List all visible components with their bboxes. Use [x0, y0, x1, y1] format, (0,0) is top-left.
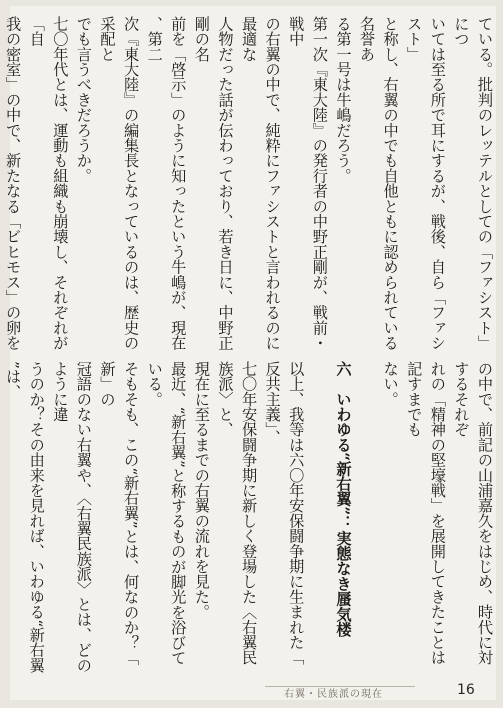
- text-line: る第一号は牛嶋だろう。: [334, 16, 353, 184]
- text-line: ている。批判のレッテルとしての「ファシスト」につ: [452, 16, 494, 351]
- text-line: 冠語のない右翼や、〈右翼民族派〉とは、どのように違: [51, 361, 93, 673]
- section-heading: 六 いわゆる“新右翼”：実態なき蜃気楼: [334, 361, 353, 637]
- text-line: 現在に至るまでの右翼の流れを見た。: [192, 361, 211, 620]
- bottom-text-block: [4, 361, 496, 676]
- text-line: 次『東大陸』の編集長となっているのは、歴史の采配と: [98, 16, 141, 351]
- text-line: 我の密室」の中で、新たなる「ビヒモス」の卵を: [4, 16, 23, 351]
- text-line: [354, 361, 378, 676]
- footer-label: 右翼・民族派の現在: [284, 689, 383, 700]
- text-line: の中で、前記の山浦嘉久をはじめ、時代に対するそれぞ: [452, 361, 494, 665]
- text-line: 七〇年代とは、運動も組織も崩壊し、それぞれが「自: [27, 16, 70, 351]
- text-line: うのか？その由来を見れば、いわゆる“新右翼”は、: [4, 361, 46, 673]
- text-line: [0, 361, 1, 676]
- text-line: 前を「啓示」のように知ったという牛嶋が、現在、第二: [145, 16, 188, 351]
- text-line: そもそも、この“新右翼”とは、何なのか？「新」の: [98, 361, 141, 666]
- text-line: [307, 361, 331, 676]
- text-line: と称し、右翼の中でも自他ともに認められている名誉あ: [358, 16, 400, 351]
- document-page: [4, 6, 496, 700]
- page-number: 16: [457, 682, 475, 698]
- text-line: 最近、“新右翼”と称するものが脚光を浴びている。: [145, 361, 188, 666]
- text-line: 人物だった話が伝わっており、若き日に、中野正剛の名: [192, 16, 235, 351]
- text-line: 以上、我等は六〇年安保闘争期に生まれた「反共主義」、: [263, 361, 306, 665]
- text-line: 第一次『東大陸』の発行者の中野正剛が、戦前・戦中: [287, 16, 329, 351]
- text-line: の右翼の中で、純粋にファシストと言われるのに最適な: [240, 16, 282, 351]
- text-line: れの「精神の堅壕戦」を展開してきたことは記すまでも: [405, 361, 447, 665]
- text-line: ない。: [381, 361, 400, 407]
- text-line: でも言うべきだろうか。: [74, 16, 93, 184]
- top-text-block: [4, 16, 496, 351]
- text-line: いては至る所で耳にするが、戦後、自ら「ファシスト」: [405, 16, 447, 351]
- text-line: 七〇年安保闘争期に新しく登場した〈右翼民族派〉と、: [216, 361, 259, 665]
